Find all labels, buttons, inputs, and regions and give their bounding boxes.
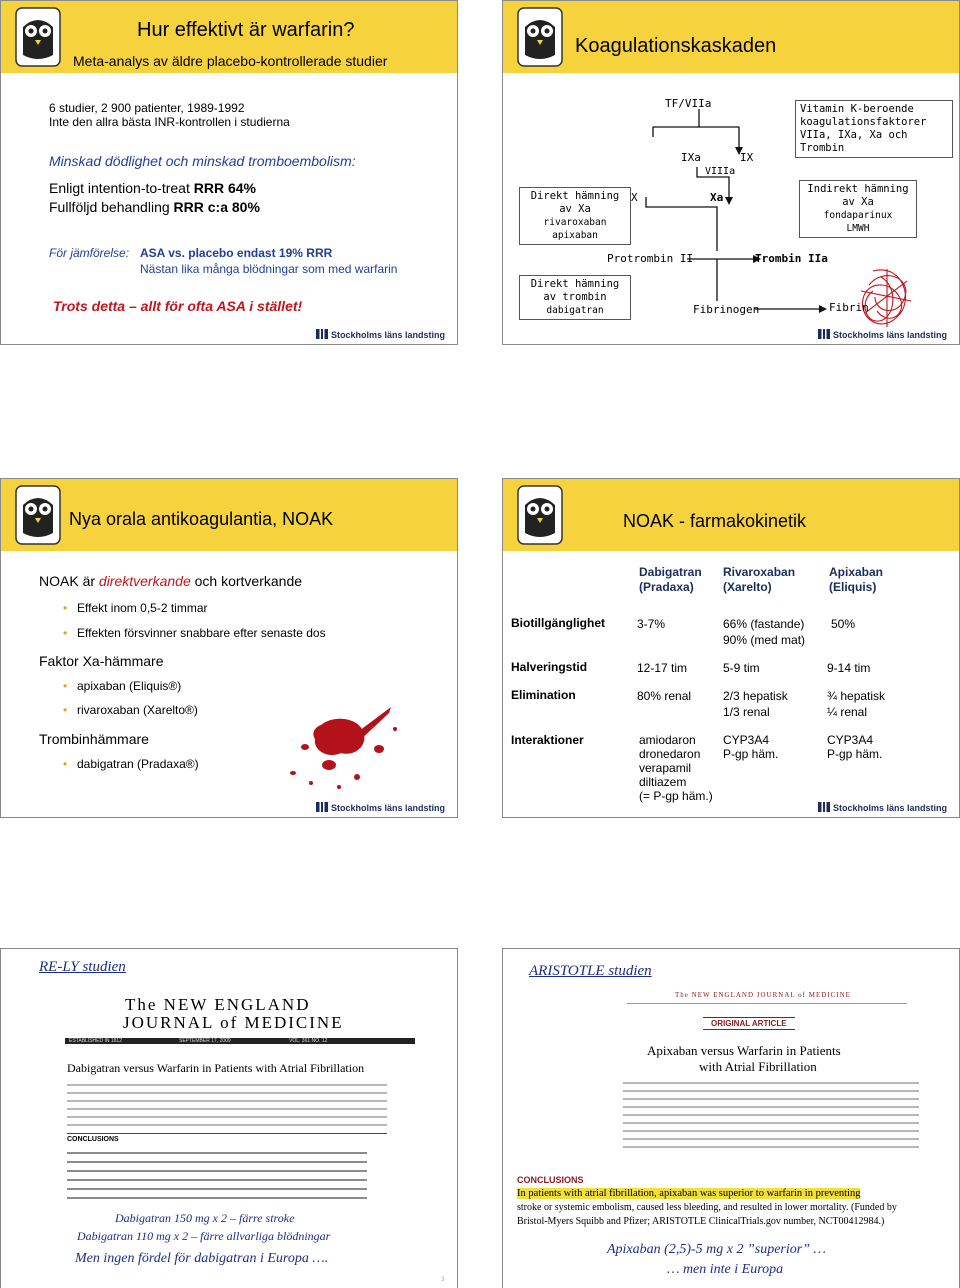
factor-x: X bbox=[631, 191, 638, 204]
bullet-rivaroxaban: • rivaroxaban (Xarelto®) bbox=[77, 703, 198, 717]
sll-mark-icon bbox=[818, 802, 830, 812]
slide-title: Hur effektivt är warfarin? bbox=[137, 19, 355, 41]
article-title-1: Apixaban versus Warfarin in Patients bbox=[647, 1043, 841, 1058]
itt-label: Enligt intention-to-treat bbox=[49, 180, 190, 196]
owl-logo-icon bbox=[15, 7, 61, 67]
comparison-subtext: Nästan lika många blödningar som med warfarin bbox=[140, 262, 398, 276]
owl-logo-icon bbox=[15, 485, 61, 545]
thrombin-inhibitors-heading: Trombinhämmare bbox=[39, 731, 149, 747]
conclusions-box bbox=[67, 1133, 387, 1210]
cover-date: SEPTEMBER 17, 2009 bbox=[179, 1038, 231, 1044]
cell-apixaban: 50% bbox=[831, 617, 856, 631]
fibrinogen: Fibrinogen bbox=[693, 303, 760, 316]
article-type-badge: ORIGINAL ARTICLE bbox=[703, 1017, 795, 1030]
conclusion-line-1: In patients with atrial fibrillation, apixaban was superior to warfarin in preventing bbox=[517, 1188, 861, 1199]
cover-volume: VOL. 361 NO. 12 bbox=[289, 1038, 328, 1044]
slide-title: Koagulationskaskaden bbox=[575, 35, 777, 57]
cell-rivaroxaban: 2/3 hepatisk 1/3 renal bbox=[723, 689, 788, 719]
protrombin: Protrombin II bbox=[607, 252, 694, 265]
study-heading: RE-LY studien bbox=[39, 959, 126, 975]
trombin: Trombin IIa bbox=[755, 252, 828, 265]
full-treatment-value: RRR c:a 80% bbox=[173, 199, 260, 215]
article-title-2: with Atrial Fibrillation bbox=[699, 1059, 817, 1074]
journal-name-bottom: JOURNAL of MEDICINE bbox=[123, 1013, 344, 1032]
note-europe: Men ingen fördel för dabigatran i Europa …. bbox=[75, 1251, 329, 1266]
sll-logo: Stockholms läns landsting bbox=[316, 329, 445, 340]
indirect-inhibition-box: Indirekt hämning av Xa fondaparinux LMWH bbox=[799, 180, 917, 238]
direct-xa-box: Direkt hämning av Xa rivaroxaban apixaban bbox=[519, 187, 631, 245]
sll-mark-icon bbox=[316, 329, 328, 339]
xa-inhibitors-heading: Faktor Xa-hämmare bbox=[39, 653, 164, 669]
arrow-tf-to-ix bbox=[699, 109, 739, 147]
conclusions-label: CONCLUSIONS bbox=[517, 1175, 584, 1185]
note-superior: Apixaban (2,5)-5 mg x 2 ”superior” … bbox=[607, 1242, 826, 1257]
tf-viia: TF/VIIa bbox=[665, 97, 712, 110]
viiia: VIIIa bbox=[705, 166, 736, 177]
bullet-apixaban: • apixaban (Eliquis®) bbox=[77, 679, 181, 693]
comparison-text: ASA vs. placebo endast 19% RRR bbox=[140, 246, 333, 260]
sll-logo: Stockholms läns landsting bbox=[818, 329, 947, 340]
full-treatment-label: Fullföljd behandling bbox=[49, 199, 170, 215]
cell-dabigatran: 80% renal bbox=[637, 689, 692, 703]
study-heading: ARISTOTLE studien bbox=[529, 963, 652, 979]
slide-title: NOAK - farmakokinetik bbox=[623, 511, 807, 531]
factor-xa: Xa bbox=[710, 191, 724, 204]
arrowhead-2 bbox=[725, 197, 733, 205]
slide-subtitle: Meta-analys av äldre placebo-kontrollerade studier bbox=[73, 53, 388, 69]
cell-apixaban: 9-14 tim bbox=[827, 661, 871, 675]
study-info-1: 6 studier, 2 900 patienter, 1989-1992 bbox=[49, 101, 245, 115]
row-label: Interaktioner bbox=[511, 733, 584, 747]
row-label: Biotillgänglighet bbox=[511, 616, 605, 630]
journal-masthead: The NEW ENGLAND JOURNAL of MEDICINE bbox=[675, 991, 851, 999]
conclusions-label: CONCLUSIONS bbox=[67, 1136, 119, 1143]
slide-coagulation-cascade bbox=[502, 0, 960, 345]
slide-title: Nya orala antikoagulantia, NOAK bbox=[69, 509, 334, 529]
cell-rivaroxaban: 5-9 tim bbox=[723, 661, 760, 675]
vitamin-k-box: Vitamin K-beroende koagulationsfaktorer VIIa, IXa, Xa och Trombin bbox=[795, 100, 953, 158]
author-list-image bbox=[67, 1081, 387, 1127]
sll-mark-icon bbox=[316, 802, 328, 812]
cell-dabigatran: amiodaron dronedaron verapamil diltiazem (= P-gp häm.) bbox=[639, 733, 713, 803]
conclusion-text: Trots detta – allt för ofta ASA i stället! bbox=[53, 298, 303, 314]
masthead-rule bbox=[627, 1003, 907, 1004]
ixa: IXa bbox=[681, 151, 701, 164]
journal-name-top: The NEW ENGLAND bbox=[125, 995, 311, 1014]
comparison-label: För jämförelse: bbox=[49, 246, 130, 260]
slide-noak-pharmacokinetics bbox=[502, 478, 960, 818]
sll-logo: Stockholms läns landsting bbox=[316, 802, 445, 813]
slide-aristotle-study bbox=[502, 948, 960, 1288]
fibrin-clot-icon bbox=[861, 269, 911, 327]
direct-acting-highlight: direktverkande bbox=[98, 573, 191, 589]
bullet-offset: • Effekten försvinner snabbare efter senaste dos bbox=[77, 626, 326, 640]
cell-apixaban: ¾ hepatisk ¼ renal bbox=[827, 689, 886, 719]
arrowhead-4 bbox=[819, 305, 827, 313]
ix: IX bbox=[740, 151, 754, 164]
sll-logo: Stockholms läns landsting bbox=[818, 802, 947, 813]
cell-dabigatran: 12-17 tim bbox=[637, 661, 688, 675]
article-title: Dabigatran versus Warfarin in Patients with Atrial Fibrillation bbox=[67, 1061, 365, 1075]
owl-logo-icon bbox=[517, 485, 563, 545]
cover-established: ESTABLISHED IN 1812 bbox=[69, 1038, 122, 1044]
cell-rivaroxaban: CYP3A4 P-gp häm. bbox=[723, 733, 779, 761]
col-header-dabigatran: Dabigatran (Pradaxa) bbox=[639, 565, 702, 594]
study-info-2: Inte den allra bästa INR-kontrollen i studierna bbox=[49, 115, 290, 129]
cell-apixaban: CYP3A4 P-gp häm. bbox=[827, 733, 883, 761]
note-europe: … men inte i Europa bbox=[667, 1262, 784, 1277]
col-header-apixaban: Apixaban (Eliquis) bbox=[829, 565, 884, 594]
direct-thrombin-box: Direkt hämning av trombin dabigatran bbox=[519, 275, 631, 320]
note-bleeding: Dabigatran 110 mg x 2 – färre allvarliga blödningar bbox=[77, 1229, 331, 1243]
arrow-x-to-prot bbox=[646, 197, 717, 251]
page-number: 3 bbox=[441, 1277, 445, 1283]
arrow-tf-branch bbox=[653, 127, 699, 137]
conclusion-line-2: stroke or systemic embolism, caused less bleeding, and resulted in lower mortality. (Funded by bbox=[517, 1202, 897, 1213]
fibrin: Fibrin bbox=[829, 301, 869, 314]
slide-noak-intro bbox=[0, 478, 458, 818]
note-stroke: Dabigatran 150 mg x 2 – färre stroke bbox=[115, 1211, 295, 1225]
blood-splatter-image bbox=[271, 687, 421, 797]
full-treatment-result bbox=[49, 199, 260, 215]
conclusions-text-image bbox=[67, 1148, 367, 1206]
col-header-rivaroxaban: Rivaroxaban (Xarelto) bbox=[723, 565, 796, 594]
cell-rivaroxaban: 66% (fastande) 90% (med mat) bbox=[723, 617, 806, 647]
sll-mark-icon bbox=[818, 329, 830, 339]
itt-value: RRR 64% bbox=[193, 180, 256, 196]
effect-heading: Minskad dödlighet och minskad tromboembolism: bbox=[49, 153, 356, 169]
conclusion-line-3: Bristol-Myers Squibb and Pfizer; ARISTOTLE ClinicalTrials.gov number, NCT00412984.) bbox=[517, 1216, 885, 1227]
cell-dabigatran: 3-7% bbox=[637, 617, 666, 631]
slide-rely-study bbox=[0, 948, 458, 1288]
row-label: Elimination bbox=[511, 688, 576, 702]
itt-result bbox=[49, 180, 256, 196]
noak-heading: NOAK är direktverkande och kortverkande bbox=[39, 573, 303, 589]
slide-warfarin-effect bbox=[0, 0, 458, 345]
row-label: Halveringstid bbox=[511, 660, 588, 674]
bullet-dabigatran: • dabigatran (Pradaxa®) bbox=[77, 757, 199, 771]
author-list-image bbox=[623, 1079, 919, 1151]
bullet-onset: • Effekt inom 0,5-2 timmar bbox=[77, 601, 208, 615]
